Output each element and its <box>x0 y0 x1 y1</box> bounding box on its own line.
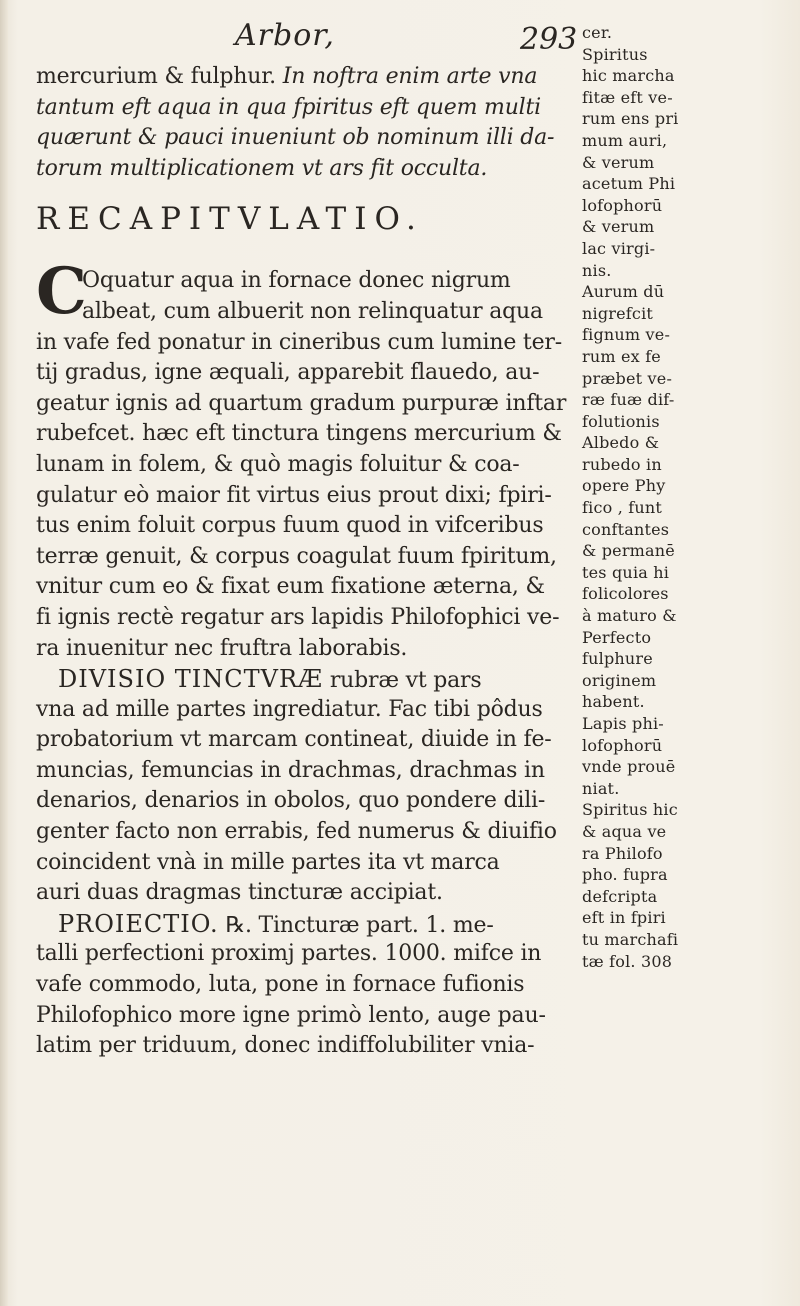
text-line: terræ genuit, & corpus coagulat fuum fpiritum, <box>36 543 557 569</box>
margin-note-line: rum ens pri <box>582 109 679 129</box>
margin-note-line: ra Philofo <box>582 843 663 863</box>
margin-note-line: fico , funt <box>582 498 663 518</box>
margin-note-line: mum auri, <box>582 130 668 150</box>
margin-note-line: & verum <box>582 217 655 237</box>
margin-note-line: lofophorū <box>582 735 663 755</box>
subheading-divisio: DIVISIO TINCTVRÆ <box>58 665 324 694</box>
page-gutter <box>0 0 8 1306</box>
text-line: in vafe fed ponatur in cineribus cum lumine ter- <box>36 329 562 355</box>
margin-note-line: tæ fol. 308 <box>582 951 673 971</box>
drop-cap: C <box>36 254 87 330</box>
margin-note-line: fitæ eft ve- <box>582 87 673 107</box>
text-span: ℞. Tincturæ part. 1. me- <box>218 912 494 938</box>
margin-note-line: Perfecto <box>582 627 652 647</box>
margin-note-line: habent. <box>582 692 645 712</box>
section-heading: RECAPITVLATIO. <box>36 201 424 238</box>
paragraph-recapitulatio <box>36 254 576 664</box>
margin-note-line: rum ex fe <box>582 346 661 366</box>
text-line: denarios, denarios in obolos, quo pondere dili- <box>36 788 546 814</box>
text-line: tus enim foluit corpus fuum quod in vifceribus <box>36 513 544 539</box>
text-line: coincident vnà in mille partes ita vt marca <box>36 849 500 875</box>
margin-note-line: Spiritus <box>582 44 648 64</box>
margin-note-line: & verum <box>582 152 655 172</box>
text-line: lunam in folem, & quò magis foluitur & coa- <box>36 451 520 477</box>
margin-note-line: nigrefcit <box>582 303 654 323</box>
text-line: tantum eft aqua in qua fpiritus eft quem multi <box>36 94 541 120</box>
text-line: rubefcet. hæc eft tinctura tingens mercurium & <box>36 421 562 447</box>
main-text-column <box>36 62 576 1062</box>
text-line: quærunt & pauci inueniunt ob nominum illi da- <box>36 125 555 151</box>
margin-note-line: rubedo in <box>582 454 662 474</box>
margin-note-line: Spiritus hic <box>582 800 678 820</box>
text-line: geatur ignis ad quartum gradum purpuræ inftar <box>36 390 567 416</box>
margin-note-line: ræ fuæ dif- <box>582 390 675 410</box>
margin-note-line: folicolores <box>582 584 669 604</box>
running-head: Arbor, <box>235 18 335 53</box>
text-span: rubræ vt pars <box>323 668 482 694</box>
text-line: tij gradus, igne æquali, apparebit flauedo, au- <box>36 360 540 386</box>
text-line <box>36 62 576 93</box>
text-line: vna ad mille partes ingrediatur. Fac tibi pôdus <box>36 696 543 722</box>
margin-note-line: defcripta <box>582 886 658 906</box>
italic-span: In noftra enim arte vna <box>282 64 538 89</box>
margin-note-line: tu marchafi <box>582 929 679 949</box>
text-line: auri duas dragmas tincturæ accipiat. <box>36 880 443 906</box>
margin-note-line: præbet ve- <box>582 368 673 388</box>
text-line: albeat, cum albuerit non relinquatur aqua <box>82 298 543 324</box>
margin-note-line: fignum ve- <box>582 325 671 345</box>
text-line: latim per triduum, donec indiffolubiliter vnia- <box>36 1033 535 1059</box>
margin-note-line: & permanē <box>582 541 675 561</box>
margin-note-line: pho. fupra <box>582 865 668 885</box>
margin-note-line: niat. <box>582 778 620 798</box>
page-header <box>235 18 578 58</box>
text-line <box>36 909 576 940</box>
margin-note-line: originem <box>582 670 657 690</box>
margin-note-line: Albedo & <box>582 433 660 453</box>
margin-note-line: conftantes <box>582 519 670 539</box>
subheading-proiectio: PROIECTIO. <box>58 909 219 938</box>
text-line: muncias, femuncias in drachmas, drachmas in <box>36 757 545 783</box>
margin-note-line: vnde prouē <box>582 757 676 777</box>
text-line: Oquatur aqua in fornace donec nigrum <box>82 268 511 294</box>
text-line: torum multiplicationem vt ars fit occulta. <box>36 155 488 181</box>
margin-note-line: à maturo & <box>582 606 677 626</box>
margin-note-line: fulphure <box>582 649 653 669</box>
margin-note-line: hic marcha <box>582 66 675 86</box>
margin-note-line: tes quia hi <box>582 562 670 582</box>
marginal-notes <box>582 22 708 972</box>
margin-note-line: opere Phy <box>582 476 666 496</box>
text-line: vafe commodo, luta, pone in fornace fufionis <box>36 972 525 998</box>
text-line: talli perfectioni proximj partes. 1000. mifce in <box>36 941 542 967</box>
text-line: genter facto non errabis, fed numerus & diuifio <box>36 819 557 845</box>
margin-note-line: cer. <box>582 23 613 42</box>
margin-note-line: lac virgi- <box>582 238 656 258</box>
margin-note-line: Aurum dū <box>582 282 665 302</box>
margin-note-line: & aqua ve <box>582 821 667 841</box>
text-line: gulatur eò maior fit virtus eius prout dixi; fpiri- <box>36 482 552 508</box>
text-line: vnitur cum eo & fixat eum fixatione æterna, & <box>36 574 545 600</box>
margin-note-line: folutionis <box>582 411 660 431</box>
margin-note-line: Lapis phi- <box>582 714 664 733</box>
text-line: probatorium vt marcam contineat, diuide in fe- <box>36 727 552 753</box>
margin-note-line: lofophorū <box>582 195 663 215</box>
text-line: fi ignis rectè regatur ars lapidis Philofophici ve- <box>36 604 560 630</box>
margin-note-line: eft in fpiri <box>582 908 666 928</box>
text-line: Philofophico more igne primò lento, auge pau- <box>36 1002 546 1028</box>
text-span: mercurium & fulphur. <box>36 64 283 89</box>
text-line: ra inuenitur nec fruftra laborabis. <box>36 635 408 661</box>
page-number: 293 <box>520 22 578 57</box>
margin-note-line: acetum Phi <box>582 174 676 194</box>
margin-note-line: nis. <box>582 260 612 280</box>
text-line <box>36 664 576 695</box>
